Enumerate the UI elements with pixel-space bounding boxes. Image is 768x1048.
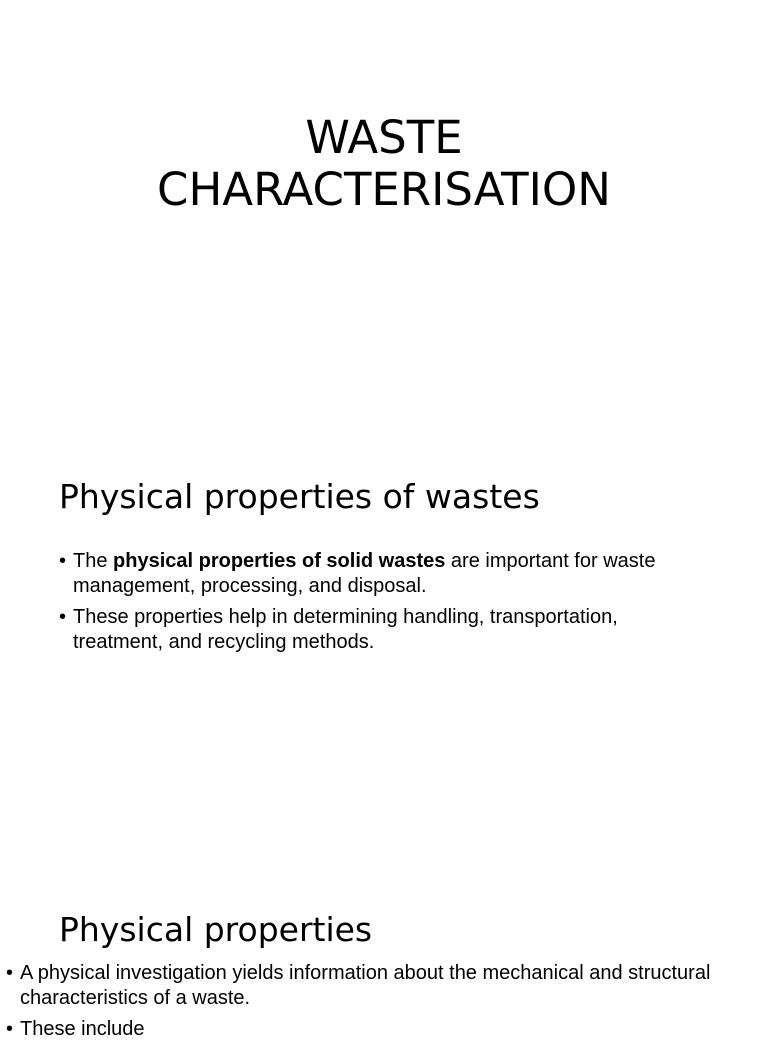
slide-heading: Physical properties — [59, 910, 373, 949]
bullet-list — [59, 549, 699, 661]
title-line-2: CHARACTERISATION — [157, 163, 611, 216]
title-line-1: WASTE — [305, 111, 463, 164]
bullet-text-bold: physical properties of solid wastes — [113, 550, 446, 572]
bullet-text-pre: The — [73, 550, 114, 572]
slide-heading: Physical properties of wastes — [59, 477, 540, 516]
slide-physical-properties-of-wastes — [0, 432, 768, 864]
bullet-item: • These properties help in determining handling, transportation, treatment, and recycling methods. — [59, 605, 699, 655]
bullet-item: • A physical investigation yields information about the mechanical and structural characteristics of a waste. — [6, 961, 746, 1011]
slide-physical-properties — [0, 864, 768, 1040]
bullet-item: • These include — [6, 1017, 746, 1042]
bullet-text-post: are important for waste management, processing, and disposal. — [73, 550, 656, 597]
bullet-list — [6, 961, 746, 1048]
presentation-title — [0, 112, 768, 216]
bullet-item — [59, 549, 699, 599]
title-slide — [0, 0, 768, 432]
